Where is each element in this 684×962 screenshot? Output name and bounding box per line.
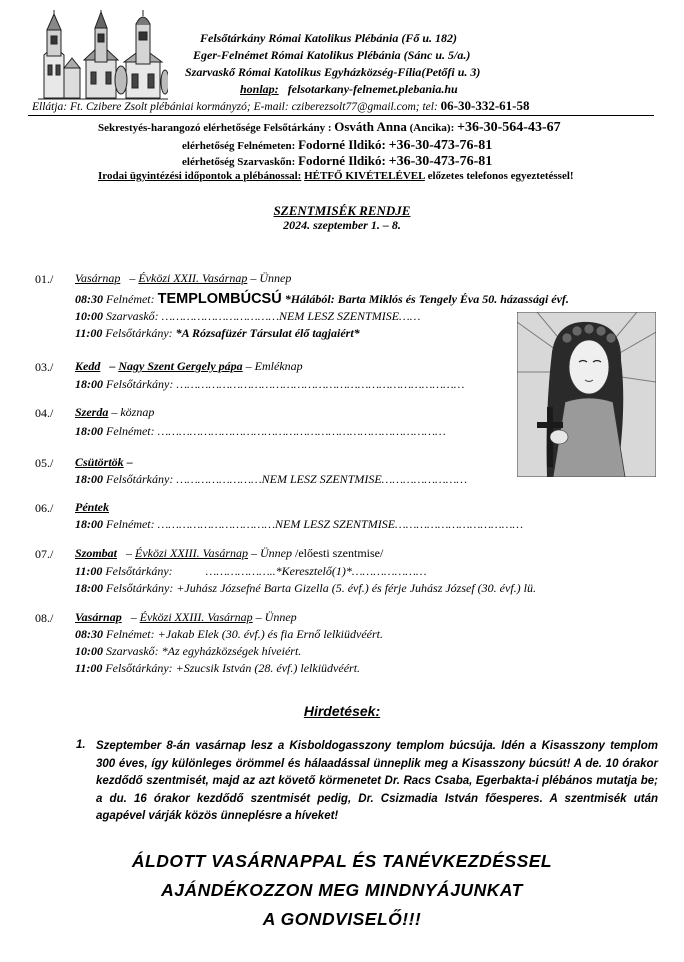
- contact-prefix: Ellátja: Ft. Czibere Zsolt plébániai kormányzó; E-mail:: [32, 101, 289, 113]
- day-number: 04./: [35, 406, 54, 420]
- announcement-text: Szeptember 8-án vasárnap lesz a Kisboldogasszony templom búcsúja. Idén a Kisasszony templom 300 éves, így különleges örömmel és hálaadással ünneplik meg a Kisasszony búcsút! A de. 10 órakor kezdődő szentmisét, majd az azt követő körmenetet Dr. Racs Csaba, Egerbakta-i plébános mutatja be; a du. 16 órakor kezdődő szentmisét pedig, Dr. Csizmadia István főesperes. A szentmisék után agapével várják közös ünneplésre a híveket!: [96, 740, 658, 823]
- closing-line-2: AJÁNDÉKOZZON MEG MINDNYÁJUNKAT: [161, 880, 523, 900]
- mass-line: 08:30 Felnémet: +Jakab Elek (30. évf.) és fia Ernő lelkiüdvéért.: [75, 627, 383, 641]
- schedule-dates: 2024. szeptember 1. – 8.: [283, 218, 401, 232]
- mass-line: 08:30 Felnémet: TEMPLOMBÚCSÚ *Hálából: Barta Miklós és Tengely Éva 50. házassági évf.: [75, 291, 569, 307]
- sacristan-line-3: elérhetőség Szarvaskőn: Fodorné Ildikó: +36-30-473-76-81: [182, 153, 493, 169]
- contact-tel-label: tel:: [422, 101, 438, 113]
- day-number: 08./: [35, 611, 54, 625]
- mass-line: 18:00 Felsőtárkány: ……………………NEM LESZ SZENTMISE……………………: [75, 472, 468, 486]
- day-number: 05./: [35, 456, 54, 470]
- mass-line: 11:00 Felsőtárkány: *A Rózsafüzér Társulat élő tagjaiért*: [75, 326, 360, 340]
- day-heading: Csütörtök –: [75, 455, 133, 469]
- mass-line: 18:00 Felnémet: ……………………………NEM LESZ SZENTMISE………………………………: [75, 517, 524, 531]
- mass-line: 10:00 Szarvaskő: ……………………………NEM LESZ SZENTMISE……: [75, 309, 421, 323]
- closing-line-3: A GONDVISELŐ!!!: [262, 909, 422, 929]
- parish-line-1: Felsőtárkány Római Katolikus Plébánia (Fő u. 182): [200, 31, 458, 45]
- mass-line: 18:00 Felnémet: ………………………………………………………………………: [75, 424, 446, 438]
- day-heading: Péntek: [75, 500, 109, 514]
- contact-email[interactable]: cziberezsolt77@gmail.com;: [291, 101, 420, 113]
- closing-line-1: ÁLDOTT VASÁRNAPPAL ÉS TANÉVKEZDÉSSEL: [131, 851, 553, 871]
- homepage-link[interactable]: felsotarkany-felnemet.plebania.hu: [287, 82, 458, 96]
- parish-line-3: Szarvaskő Római Katolikus Egyházközség-Fília(Petőfi u. 3): [185, 65, 481, 79]
- day-heading: Kedd – Nagy Szent Gergely pápa – Emléknap: [75, 359, 303, 373]
- parish-line-2: Eger-Felnémet Római Katolikus Plébánia (Sánc u. 5/a.): [193, 48, 471, 62]
- mass-line: 10:00 Szarvaskő: *Az egyházközségek híveiért.: [75, 644, 302, 658]
- sacristan-line-2: elérhetőség Felnémeten: Fodorné Ildikó: +36-30-473-76-81: [182, 137, 493, 153]
- day-number: 03./: [35, 360, 54, 374]
- churches-logo: [38, 10, 168, 106]
- day-heading: Vasárnap – Évközi XXIII. Vasárnap – Ünnep: [75, 610, 297, 624]
- day-number: 06./: [35, 501, 54, 515]
- day-heading: Vasárnap – Évközi XXII. Vasárnap – Ünnep: [75, 271, 292, 285]
- office-hours: Irodai ügyintézési időpontok a plébánossal: HÉTFŐ KIVÉTELÉVEL előzetes telefonos egyeztetéssel!: [98, 170, 574, 182]
- day-number: 01./: [35, 272, 54, 286]
- day-heading: Szerda – köznap: [75, 405, 155, 419]
- day-number: 07./: [35, 547, 54, 561]
- announcements-title: Hirdetések:: [303, 703, 381, 719]
- announcement-number: 1.: [76, 739, 86, 751]
- mass-line: 11:00 Felsőtárkány: +Szucsik István (28. évf.) lelkiüdvéért.: [75, 661, 361, 675]
- saint-portrait-image: [517, 312, 656, 477]
- schedule-title: SZENTMISÉK RENDJE: [273, 203, 411, 218]
- contact-phone[interactable]: 06-30-332-61-58: [440, 98, 530, 113]
- header-divider: [28, 115, 654, 116]
- mass-line: 18:00 Felsőtárkány: ………………………………………………………………………: [75, 377, 465, 391]
- mass-line: 18:00 Felsőtárkány: +Juhász Józsefné Barta Gizella (5. évf.) és férje Juhász József (30. évf.) lü.: [75, 581, 536, 595]
- day-heading: Szombat – Évközi XXIII. Vasárnap – Ünnep /előesti szentmise/: [75, 546, 384, 560]
- mass-line: 11:00 Felsőtárkány: ………………..*Keresztelő(1)*…………………: [75, 564, 427, 578]
- sacristan-line-1: Sekrestyés-harangozó elérhetősége Felsőtárkány : Osváth Anna (Ancika): +36-30-564-43-67: [98, 119, 561, 135]
- homepage-label: honlap:: [240, 82, 279, 96]
- closing-blessing: [0, 847, 684, 934]
